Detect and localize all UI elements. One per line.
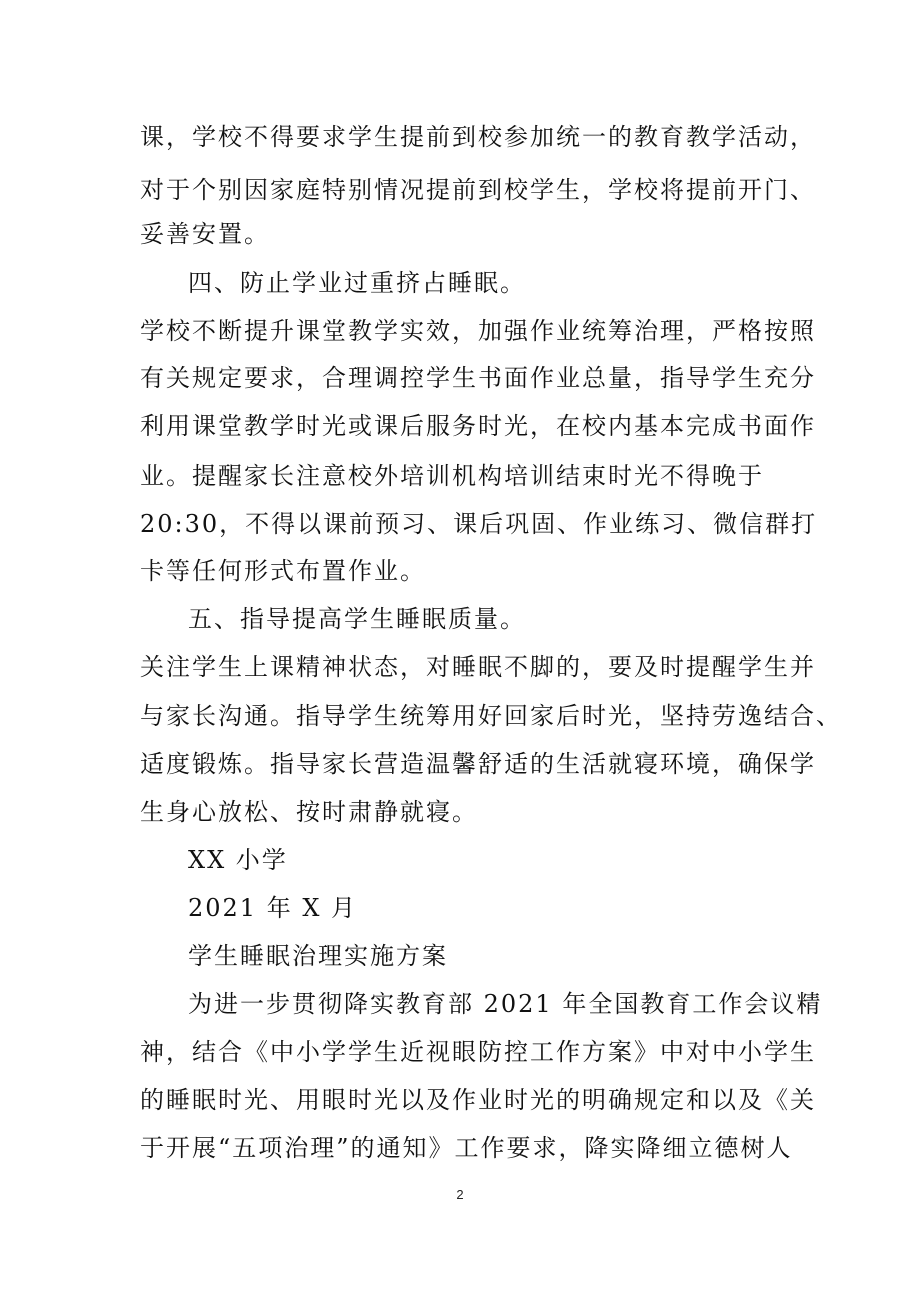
body-line: 课，学校不得要求学生提前到校参加统一的教育教学活动， [140, 123, 816, 151]
body-line: 生身心放松、按时肃静就寝。 [140, 798, 478, 826]
body-line: 适度锻炼。指导家长营造温馨舒适的生活就寝环境，确保学 [140, 750, 816, 778]
body-line: 学校不断提升课堂教学实效，加强作业统筹治理，严格按照 [140, 317, 816, 345]
signature-school: XX 小学 [188, 846, 288, 874]
body-line: 利用课堂教学时光或课后服务时光，在校内基本完成书面作 [140, 412, 816, 440]
body-line: 业。提醒家长注意校外培训机构培训结束时光不得晚于 [140, 462, 764, 490]
body-line: 于开展“五项治理”的通知》工作要求，降实降细立德树人 [140, 1134, 793, 1162]
body-line: 卡等任何形式布置作业。 [140, 557, 426, 585]
body-line: 神，结合《中小学学生近视眼防控工作方案》中对中小学生 [140, 1038, 816, 1066]
body-line: 为进一步贯彻降实教育部 2021 年全国教育工作会议精 [188, 990, 823, 1018]
body-line: 对于个别因家庭特别情况提前到校学生，学校将提前开门、 [140, 176, 816, 204]
body-line: 的睡眠时光、用眼时光以及作业时光的明确规定和以及《关 [140, 1086, 816, 1114]
body-line: 与家长沟通。指导学生统筹用好回家后时光，坚持劳逸结合、 [140, 702, 842, 730]
document-title: 学生睡眠治理实施方案 [188, 942, 448, 970]
page-number: 2 [456, 1187, 464, 1202]
body-line: 有关规定要求，合理调控学生书面作业总量，指导学生充分 [140, 364, 816, 392]
section-heading: 四、防止学业过重挤占睡眠。 [188, 269, 526, 297]
body-line: 关注学生上课精神状态，对睡眠不脚的，要及时提醒学生并 [140, 653, 816, 681]
section-heading: 五、指导提高学生睡眠质量。 [188, 605, 526, 633]
body-line: 妥善安置。 [140, 220, 270, 248]
signature-date: 2021 年 X 月 [188, 894, 358, 922]
body-line: 20:30，不得以课前预习、课后巩固、作业练习、微信群打 [140, 510, 818, 538]
